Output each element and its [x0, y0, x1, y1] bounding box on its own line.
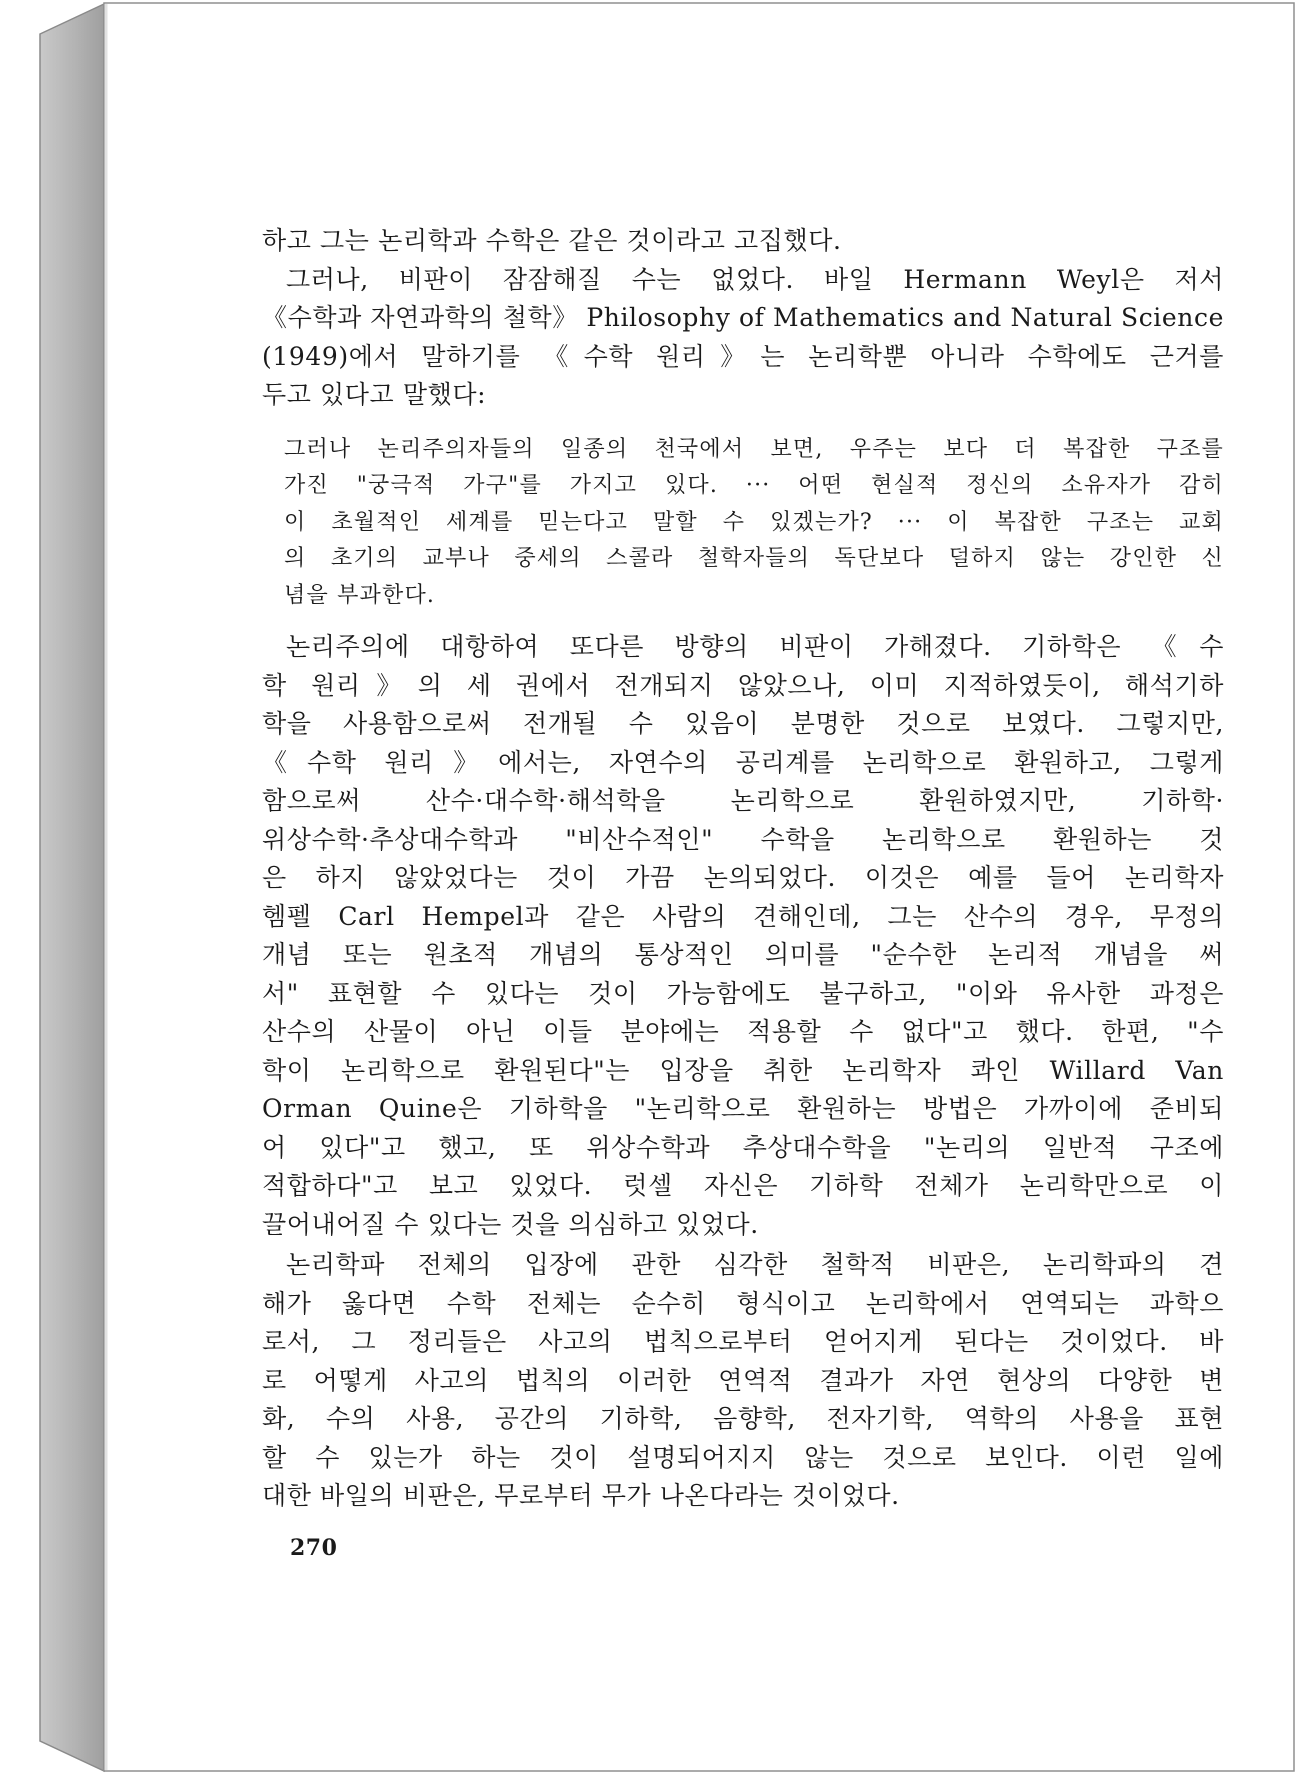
text-line: 로서, 그 정리들은 사고의 법칙으로부터 얻어지게 된다는 것이었다. 바: [262, 1327, 1224, 1357]
text-line: 은 하지 않았었다는 것이 가끔 논의되었다. 이것은 예를 들어 논리학자: [262, 863, 1224, 893]
text-line: 끌어내어질 수 있다는 것을 의심하고 있었다.: [262, 1209, 759, 1239]
block-quote: [262, 432, 1224, 615]
text-line: 학을 사용함으로써 전개될 수 있음이 분명한 것으로 보였다. 그렇지만,: [262, 709, 1224, 739]
quote-line: 의 초기의 교부나 중세의 스콜라 철학자들의 독단보다 덜하지 않는 강인한 신: [284, 546, 1224, 572]
text-line: 《수학 원리》에서는, 자연수의 공리계를 논리학으로 환원하고, 그렇게: [262, 747, 1224, 777]
page-number: 270: [290, 1535, 338, 1561]
book-page: [104, 0, 1296, 1773]
text-line: 화, 수의 사용, 공간의 기하학, 음향학, 전자기학, 역학의 사용을 표현: [262, 1404, 1224, 1434]
text-line: 대한 바일의 비판은, 무로부터 무가 나온다라는 것이었다.: [262, 1481, 900, 1511]
text-line: 학 원리》의 세 권에서 전개되지 않았으나, 이미 지적하였듯이, 해석기하: [262, 670, 1224, 700]
text-line: 해가 옳다면 수학 전체는 순수히 형식이고 논리학에서 연역되는 과학으: [262, 1288, 1224, 1318]
text-line: 위상수학·추상대수학과 "비산수적인" 수학을 논리학으로 환원하는 것: [262, 824, 1224, 854]
paragraph-3: [262, 628, 1224, 1244]
text-line: Orman Quine은 기하학을 "논리학으로 환원하는 방법은 가까이에 준비되: [262, 1094, 1224, 1124]
text-line: 개념 또는 원초적 개념의 통상적인 의미를 "순수한 논리적 개념을 써: [262, 940, 1224, 970]
text-line: 서" 표현할 수 있다는 것이 가능함에도 불구하고, "이와 유사한 과정은: [262, 978, 1224, 1008]
text-line: 산수의 산물이 아닌 이들 분야에는 적용할 수 없다"고 했다. 한편, "수: [262, 1017, 1224, 1047]
quote-line: 그러나 논리주의자들의 일종의 천국에서 보면, 우주는 보다 더 복잡한 구조를: [284, 436, 1224, 462]
text-line: 함으로써 산수·대수학·해석학을 논리학으로 환원하였지만, 기하학·: [262, 786, 1224, 816]
text-line: 그러나, 비판이 잠잠해질 수는 없었다. 바일 Hermann Weyl은 저서: [286, 264, 1224, 294]
text-line: 로 어떻게 사고의 법칙의 이러한 연역적 결과가 자연 현상의 다양한 변: [262, 1365, 1224, 1395]
paragraph-4: [262, 1246, 1224, 1516]
quote-line: 이 초월적인 세계를 믿는다고 말할 수 있겠는가? ··· 이 복잡한 구조는 교회: [284, 509, 1224, 535]
paragraph-1: [262, 222, 1224, 261]
paragraph-2: [262, 261, 1224, 415]
text-line: 《수학과 자연과학의 철학》 Philosophy of Mathematics and Natural Science: [262, 303, 1224, 332]
text-line: (1949)에서 말하기를 《수학 원리》는 논리학뿐 아니라 수학에도 근거를: [262, 341, 1224, 371]
text-line: 하고 그는 논리학과 수학은 같은 것이라고 고집했다.: [262, 226, 842, 255]
text-line: 두고 있다고 말했다:: [262, 380, 487, 409]
text-line: 논리학파 전체의 입장에 관한 심각한 철학적 비판은, 논리학파의 견: [286, 1250, 1224, 1280]
text-line: 어 있다"고 했고, 또 위상수학과 추상대수학을 "논리의 일반적 구조에: [262, 1132, 1224, 1162]
text-line: 학이 논리학으로 환원된다"는 입장을 취한 논리학자 콰인 Willard Van: [262, 1055, 1224, 1085]
text-line: 적합하다"고 보고 있었다. 럿셀 자신은 기하학 전체가 논리학만으로 이: [262, 1171, 1224, 1201]
text-line: 헴펠 Carl Hempel과 같은 사람의 견해인데, 그는 산수의 경우, 무정의: [262, 901, 1224, 931]
quote-line: 념을 부과한다.: [284, 582, 436, 608]
text-line: 할 수 있는가 하는 것이 설명되어지지 않는 것으로 보인다. 이런 일에: [262, 1442, 1224, 1472]
quote-line: 가진 "궁극적 가구"를 가지고 있다. ··· 어떤 현실적 정신의 소유자가 감히: [284, 473, 1224, 499]
text-line: 논리주의에 대항하여 또다른 방향의 비판이 가해졌다. 기하학은 《수: [286, 632, 1224, 662]
page-body-text: [262, 222, 1224, 1516]
